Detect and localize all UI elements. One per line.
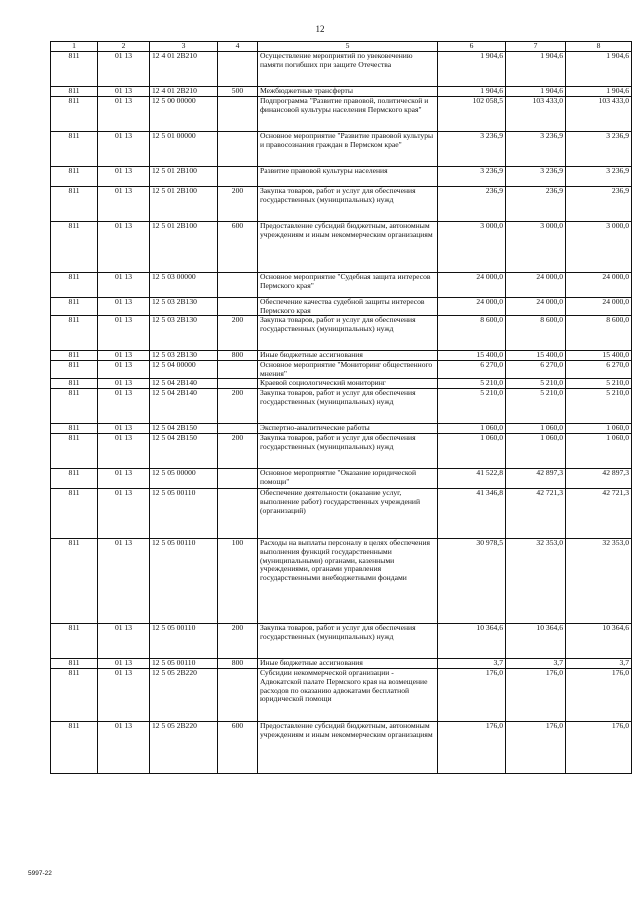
cell-amount-year3: 15 400,0 xyxy=(566,351,632,361)
cell-description: Закупка товаров, работ и услуг для обеспечения государственных (муниципальных) нужд xyxy=(258,624,438,659)
cell-amount-year2: 32 353,0 xyxy=(506,539,566,624)
cell-section: 01 13 xyxy=(98,273,150,298)
cell-description: Закупка товаров, работ и услуг для обеспечения государственных (муниципальных) нужд xyxy=(258,389,438,424)
cell-section: 01 13 xyxy=(98,187,150,222)
cell-amount-year1: 15 400,0 xyxy=(438,351,506,361)
cell-amount-year1: 6 270,0 xyxy=(438,361,506,379)
cell-amount-year3: 176,0 xyxy=(566,722,632,774)
cell-description: Иные бюджетные ассигнования xyxy=(258,351,438,361)
cell-description: Закупка товаров, работ и услуг для обеспечения государственных (муниципальных) нужд xyxy=(258,316,438,351)
cell-section: 01 13 xyxy=(98,669,150,722)
cell-amount-year1: 176,0 xyxy=(438,669,506,722)
cell-amount-year3: 1 904,6 xyxy=(566,87,632,97)
cell-target-article: 12 5 04 2В150 xyxy=(150,434,218,469)
cell-target-article: 12 5 01 00000 xyxy=(150,132,218,167)
cell-target-article: 12 5 03 2В130 xyxy=(150,298,218,316)
cell-description: Предоставление субсидий бюджетным, автономным учреждениям и иным некоммерческим организациям xyxy=(258,222,438,273)
table-row xyxy=(51,669,632,722)
cell-description: Основное мероприятие "Оказание юридической помощи" xyxy=(258,469,438,489)
cell-amount-year2: 3 236,9 xyxy=(506,167,566,187)
cell-amount-year2: 42 721,3 xyxy=(506,489,566,539)
cell-description: Субсидии некоммерческой организации - Адвокатской палате Пермского края на возмещение расходов по оказанию адвокатами бесплатной юридической помощи xyxy=(258,669,438,722)
cell-amount-year3: 24 000,0 xyxy=(566,273,632,298)
cell-description: Подпрограмма "Развитие правовой, политической и финансовой культуры населения Пермского края" xyxy=(258,97,438,132)
cell-section: 01 13 xyxy=(98,659,150,669)
table-row xyxy=(51,389,632,424)
cell-expense-type xyxy=(218,132,258,167)
table-row xyxy=(51,87,632,97)
column-header-2: 2 xyxy=(98,42,150,52)
cell-section: 01 13 xyxy=(98,222,150,273)
cell-amount-year1: 176,0 xyxy=(438,722,506,774)
cell-amount-year1: 1 060,0 xyxy=(438,424,506,434)
cell-description: Обеспечение качества судебной защиты интересов Пермского края xyxy=(258,298,438,316)
cell-amount-year3: 3 000,0 xyxy=(566,222,632,273)
cell-target-article: 12 5 05 00110 xyxy=(150,659,218,669)
cell-department: 811 xyxy=(51,222,98,273)
cell-amount-year2: 15 400,0 xyxy=(506,351,566,361)
cell-amount-year2: 1 904,6 xyxy=(506,87,566,97)
cell-department: 811 xyxy=(51,434,98,469)
cell-amount-year1: 8 600,0 xyxy=(438,316,506,351)
cell-department: 811 xyxy=(51,389,98,424)
cell-amount-year2: 3,7 xyxy=(506,659,566,669)
cell-amount-year3: 6 270,0 xyxy=(566,361,632,379)
cell-expense-type: 200 xyxy=(218,624,258,659)
column-header-3: 3 xyxy=(150,42,218,52)
cell-amount-year2: 5 210,0 xyxy=(506,389,566,424)
cell-target-article: 12 5 01 2В100 xyxy=(150,222,218,273)
table-row xyxy=(51,624,632,659)
cell-section: 01 13 xyxy=(98,97,150,132)
cell-amount-year3: 3 236,9 xyxy=(566,167,632,187)
table-row xyxy=(51,52,632,87)
cell-expense-type xyxy=(218,52,258,87)
cell-expense-type xyxy=(218,273,258,298)
table-row xyxy=(51,424,632,434)
cell-department: 811 xyxy=(51,316,98,351)
cell-section: 01 13 xyxy=(98,434,150,469)
cell-amount-year1: 41 522,8 xyxy=(438,469,506,489)
cell-section: 01 13 xyxy=(98,722,150,774)
cell-amount-year2: 42 897,3 xyxy=(506,469,566,489)
budget-table xyxy=(50,41,632,774)
cell-amount-year2: 1 060,0 xyxy=(506,434,566,469)
cell-target-article: 12 5 01 2В100 xyxy=(150,187,218,222)
cell-target-article: 12 5 00 00000 xyxy=(150,97,218,132)
cell-target-article: 12 5 03 2В130 xyxy=(150,351,218,361)
cell-expense-type: 100 xyxy=(218,539,258,624)
table-row xyxy=(51,222,632,273)
cell-section: 01 13 xyxy=(98,361,150,379)
cell-department: 811 xyxy=(51,379,98,389)
cell-expense-type: 500 xyxy=(218,87,258,97)
cell-target-article: 12 5 05 00000 xyxy=(150,469,218,489)
cell-department: 811 xyxy=(51,539,98,624)
cell-amount-year1: 41 346,8 xyxy=(438,489,506,539)
cell-department: 811 xyxy=(51,167,98,187)
cell-amount-year1: 3 236,9 xyxy=(438,132,506,167)
cell-amount-year3: 1 904,6 xyxy=(566,52,632,87)
cell-expense-type xyxy=(218,669,258,722)
cell-target-article: 12 5 05 2В220 xyxy=(150,722,218,774)
column-header-5: 5 xyxy=(258,42,438,52)
cell-amount-year3: 3,7 xyxy=(566,659,632,669)
table-row xyxy=(51,469,632,489)
cell-department: 811 xyxy=(51,97,98,132)
cell-description: Закупка товаров, работ и услуг для обеспечения государственных (муниципальных) нужд xyxy=(258,434,438,469)
cell-expense-type xyxy=(218,167,258,187)
cell-amount-year1: 3 000,0 xyxy=(438,222,506,273)
cell-amount-year3: 1 060,0 xyxy=(566,424,632,434)
cell-amount-year1: 24 000,0 xyxy=(438,298,506,316)
cell-amount-year2: 3 236,9 xyxy=(506,132,566,167)
cell-amount-year3: 236,9 xyxy=(566,187,632,222)
cell-expense-type: 200 xyxy=(218,187,258,222)
cell-amount-year2: 6 270,0 xyxy=(506,361,566,379)
cell-target-article: 12 5 04 00000 xyxy=(150,361,218,379)
cell-expense-type: 800 xyxy=(218,351,258,361)
table-row xyxy=(51,722,632,774)
table-row xyxy=(51,298,632,316)
cell-amount-year2: 24 000,0 xyxy=(506,298,566,316)
cell-department: 811 xyxy=(51,669,98,722)
cell-amount-year1: 3,7 xyxy=(438,659,506,669)
cell-department: 811 xyxy=(51,87,98,97)
cell-section: 01 13 xyxy=(98,52,150,87)
column-header-4: 4 xyxy=(218,42,258,52)
cell-amount-year3: 176,0 xyxy=(566,669,632,722)
cell-amount-year1: 3 236,9 xyxy=(438,167,506,187)
column-header-7: 7 xyxy=(506,42,566,52)
cell-amount-year3: 42 721,3 xyxy=(566,489,632,539)
cell-section: 01 13 xyxy=(98,624,150,659)
cell-target-article: 12 5 03 2В130 xyxy=(150,316,218,351)
cell-amount-year3: 3 236,9 xyxy=(566,132,632,167)
cell-description: Расходы на выплаты персоналу в целях обеспечения выполнения функций государственными (муниципальными) органами, казенными учреждениями, органами управления государственными внебюджетными фондами xyxy=(258,539,438,624)
cell-description: Обеспечение деятельности (оказание услуг, выполнение работ) государственных учреждений (организаций) xyxy=(258,489,438,539)
table-row xyxy=(51,97,632,132)
table-row xyxy=(51,273,632,298)
table-row xyxy=(51,434,632,469)
cell-expense-type: 200 xyxy=(218,434,258,469)
cell-amount-year1: 102 058,5 xyxy=(438,97,506,132)
cell-amount-year3: 5 210,0 xyxy=(566,389,632,424)
header-row xyxy=(51,42,632,52)
cell-department: 811 xyxy=(51,624,98,659)
cell-section: 01 13 xyxy=(98,167,150,187)
column-header-1: 1 xyxy=(51,42,98,52)
table-row xyxy=(51,489,632,539)
cell-description: Основное мероприятие "Судебная защита интересов Пермского края" xyxy=(258,273,438,298)
cell-amount-year2: 10 364,6 xyxy=(506,624,566,659)
cell-amount-year2: 176,0 xyxy=(506,669,566,722)
cell-expense-type xyxy=(218,379,258,389)
cell-expense-type: 600 xyxy=(218,722,258,774)
cell-description: Предоставление субсидий бюджетным, автономным учреждениям и иным некоммерческим организациям xyxy=(258,722,438,774)
cell-expense-type xyxy=(218,424,258,434)
cell-amount-year3: 103 433,0 xyxy=(566,97,632,132)
cell-amount-year1: 24 000,0 xyxy=(438,273,506,298)
cell-department: 811 xyxy=(51,489,98,539)
cell-amount-year1: 1 060,0 xyxy=(438,434,506,469)
cell-amount-year1: 5 210,0 xyxy=(438,389,506,424)
table-row xyxy=(51,351,632,361)
cell-section: 01 13 xyxy=(98,469,150,489)
cell-description: Основное мероприятие "Развитие правовой культуры и правосознания граждан в Пермском крае" xyxy=(258,132,438,167)
cell-department: 811 xyxy=(51,659,98,669)
cell-amount-year3: 8 600,0 xyxy=(566,316,632,351)
cell-expense-type: 200 xyxy=(218,389,258,424)
cell-description: Краевой социологический мониторинг xyxy=(258,379,438,389)
cell-department: 811 xyxy=(51,132,98,167)
cell-expense-type xyxy=(218,97,258,132)
cell-target-article: 12 5 04 2В140 xyxy=(150,389,218,424)
cell-expense-type xyxy=(218,489,258,539)
cell-amount-year2: 103 433,0 xyxy=(506,97,566,132)
document-code: 5997-22 xyxy=(28,870,52,877)
cell-department: 811 xyxy=(51,351,98,361)
cell-target-article: 12 5 04 2В150 xyxy=(150,424,218,434)
cell-expense-type xyxy=(218,361,258,379)
table-row xyxy=(51,167,632,187)
cell-target-article: 12 4 01 2В210 xyxy=(150,52,218,87)
cell-amount-year2: 236,9 xyxy=(506,187,566,222)
cell-section: 01 13 xyxy=(98,424,150,434)
cell-amount-year2: 8 600,0 xyxy=(506,316,566,351)
cell-target-article: 12 4 01 2В210 xyxy=(150,87,218,97)
cell-section: 01 13 xyxy=(98,489,150,539)
cell-department: 811 xyxy=(51,187,98,222)
cell-department: 811 xyxy=(51,469,98,489)
cell-description: Закупка товаров, работ и услуг для обеспечения государственных (муниципальных) нужд xyxy=(258,187,438,222)
cell-target-article: 12 5 05 00110 xyxy=(150,489,218,539)
cell-expense-type: 200 xyxy=(218,316,258,351)
cell-section: 01 13 xyxy=(98,132,150,167)
table-row xyxy=(51,316,632,351)
page-number: 12 xyxy=(315,24,325,34)
cell-section: 01 13 xyxy=(98,87,150,97)
cell-section: 01 13 xyxy=(98,298,150,316)
cell-department: 811 xyxy=(51,424,98,434)
cell-amount-year1: 30 978,5 xyxy=(438,539,506,624)
cell-target-article: 12 5 01 2В100 xyxy=(150,167,218,187)
cell-expense-type: 800 xyxy=(218,659,258,669)
cell-amount-year2: 1 904,6 xyxy=(506,52,566,87)
cell-description: Экспертно-аналитические работы xyxy=(258,424,438,434)
column-header-6: 6 xyxy=(438,42,506,52)
table-row xyxy=(51,539,632,624)
table-row xyxy=(51,187,632,222)
cell-amount-year3: 10 364,6 xyxy=(566,624,632,659)
cell-department: 811 xyxy=(51,273,98,298)
cell-description: Основное мероприятие "Мониторинг общественного мнения" xyxy=(258,361,438,379)
cell-target-article: 12 5 05 2В220 xyxy=(150,669,218,722)
cell-amount-year2: 176,0 xyxy=(506,722,566,774)
cell-description: Иные бюджетные ассигнования xyxy=(258,659,438,669)
cell-section: 01 13 xyxy=(98,389,150,424)
cell-amount-year1: 1 904,6 xyxy=(438,87,506,97)
cell-expense-type xyxy=(218,469,258,489)
cell-department: 811 xyxy=(51,361,98,379)
cell-amount-year1: 236,9 xyxy=(438,187,506,222)
cell-amount-year2: 1 060,0 xyxy=(506,424,566,434)
cell-expense-type xyxy=(218,298,258,316)
cell-expense-type: 600 xyxy=(218,222,258,273)
cell-section: 01 13 xyxy=(98,351,150,361)
cell-amount-year3: 32 353,0 xyxy=(566,539,632,624)
cell-amount-year3: 24 000,0 xyxy=(566,298,632,316)
cell-amount-year1: 1 904,6 xyxy=(438,52,506,87)
table-row xyxy=(51,132,632,167)
cell-amount-year2: 5 210,0 xyxy=(506,379,566,389)
cell-description: Межбюджетные трансферты xyxy=(258,87,438,97)
cell-target-article: 12 5 04 2В140 xyxy=(150,379,218,389)
table-row xyxy=(51,659,632,669)
cell-description: Осуществление мероприятий по увековечению памяти погибших при защите Отечества xyxy=(258,52,438,87)
cell-amount-year2: 3 000,0 xyxy=(506,222,566,273)
cell-department: 811 xyxy=(51,298,98,316)
cell-description: Развитие правовой культуры населения xyxy=(258,167,438,187)
cell-amount-year3: 5 210,0 xyxy=(566,379,632,389)
cell-section: 01 13 xyxy=(98,539,150,624)
cell-amount-year2: 24 000,0 xyxy=(506,273,566,298)
cell-section: 01 13 xyxy=(98,379,150,389)
cell-target-article: 12 5 05 00110 xyxy=(150,539,218,624)
table-row xyxy=(51,361,632,379)
cell-section: 01 13 xyxy=(98,316,150,351)
cell-department: 811 xyxy=(51,52,98,87)
cell-amount-year1: 5 210,0 xyxy=(438,379,506,389)
cell-target-article: 12 5 03 00000 xyxy=(150,273,218,298)
table-row xyxy=(51,379,632,389)
cell-amount-year3: 42 897,3 xyxy=(566,469,632,489)
cell-amount-year1: 10 364,6 xyxy=(438,624,506,659)
cell-department: 811 xyxy=(51,722,98,774)
column-header-8: 8 xyxy=(566,42,632,52)
cell-target-article: 12 5 05 00110 xyxy=(150,624,218,659)
cell-amount-year3: 1 060,0 xyxy=(566,434,632,469)
